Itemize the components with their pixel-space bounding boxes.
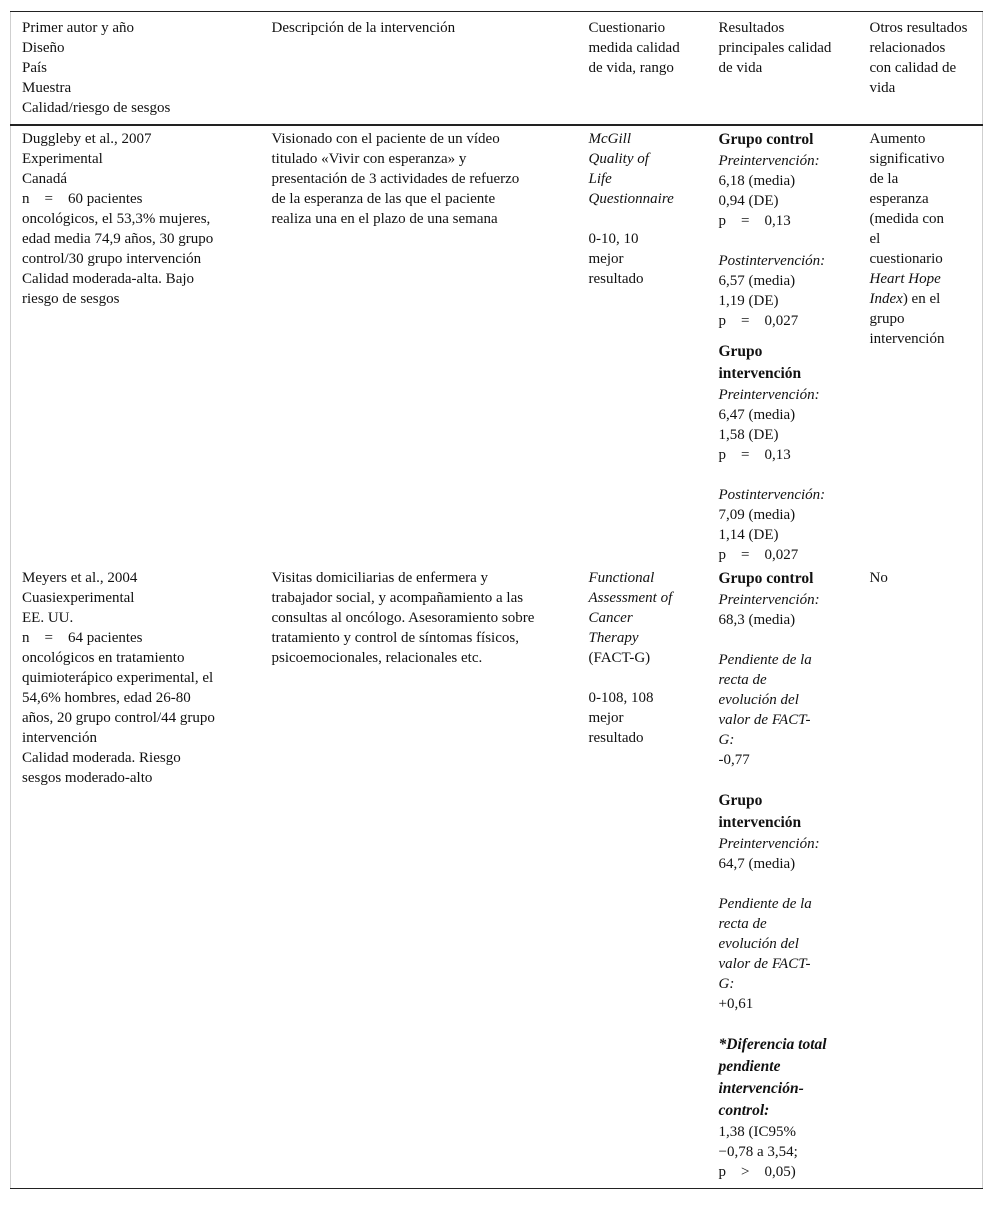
other-results-cell: Aumento significativo de la esperanza (medida con el cuestionario Heart Hope Index) en el grupo intervención [869, 131, 945, 347]
header-results: Resultados principales calidad de vida [708, 12, 859, 126]
header-study: Primer autor y año Diseño País Muestra Calidad/riesgo de sesgos [11, 12, 261, 126]
header-other-results: Otros resultados relacionados con calidad de vida [859, 12, 983, 126]
other-results-cell: No [859, 565, 983, 1189]
questionnaire-cell: Functional Assessment of Cancer Therapy (FACT-G) 0-108, 108 mejor resultado [578, 565, 708, 1189]
intervention-cell: Visionado con el paciente de un vídeo titulado «Vivir con esperanza» y presentación de 3 actividades de refuerzo de la esperanza de las que el paciente realiza una en el plazo de una semana [271, 131, 520, 227]
results-cell: Grupo control Preintervención: 68,3 (media) Pendiente de la recta de evolución del valor de FACT- G: -0,77 Grupo intervención Preintervención: 64,7 (media) Pendiente de la recta de evolución del valor de FACT- G: +0,61 *Diferencia total pendiente intervención- control: 1,38 (IC95% −0,78 a 3,54; p > 0,05) [708, 565, 859, 1189]
study-cell: Duggleby et al., 2007 Experimental Canadá n = 60 pacientes oncológicos, el 53,3% mujeres, edad media 74,9 años, 30 grupo control/30 grupo intervención Calidad moderada-alta. Bajo riesgo de sesgos [22, 131, 214, 307]
results-cell: Grupo control Preintervención: 6,18 (media) 0,94 (DE) p = 0,13 Postintervención: 6,57 (media) 1,19 (DE) p = 0,027 Grupo intervención Preintervención: 6,47 (media) 1,58 (DE) p = 0,13 Postintervención: 7,09 (media) 1,14 (DE) p = 0,027 [718, 131, 826, 563]
header-intervention: Descripción de la intervención [261, 12, 578, 126]
questionnaire-cell: McGill Quality of Life Questionnaire 0-10, 10 mejor resultado [588, 131, 674, 287]
header-questionnaire: Cuestionario medida calidad de vida, rango [578, 12, 708, 126]
study-cell: Meyers et al., 2004 Cuasiexperimental EE. UU. n = 64 pacientes oncológicos en tratamiento quimioterápico experimental, el 54,6% hombres, edad 26-80 años, 20 grupo control/44 grupo intervención Calidad moderada. Riesgo sesgos moderado-alto [11, 565, 261, 1189]
studies-table [10, 11, 983, 1189]
table-header-row [11, 12, 983, 126]
table-row [11, 565, 983, 1189]
intervention-cell: Visitas domiciliarias de enfermera y trabajador social, y acompañamiento a las consultas al oncólogo. Asesoramiento sobre tratamiento y control de síntomas físicos, psicoemocionales, relacionales etc. [261, 565, 578, 1189]
table-row [11, 125, 983, 565]
